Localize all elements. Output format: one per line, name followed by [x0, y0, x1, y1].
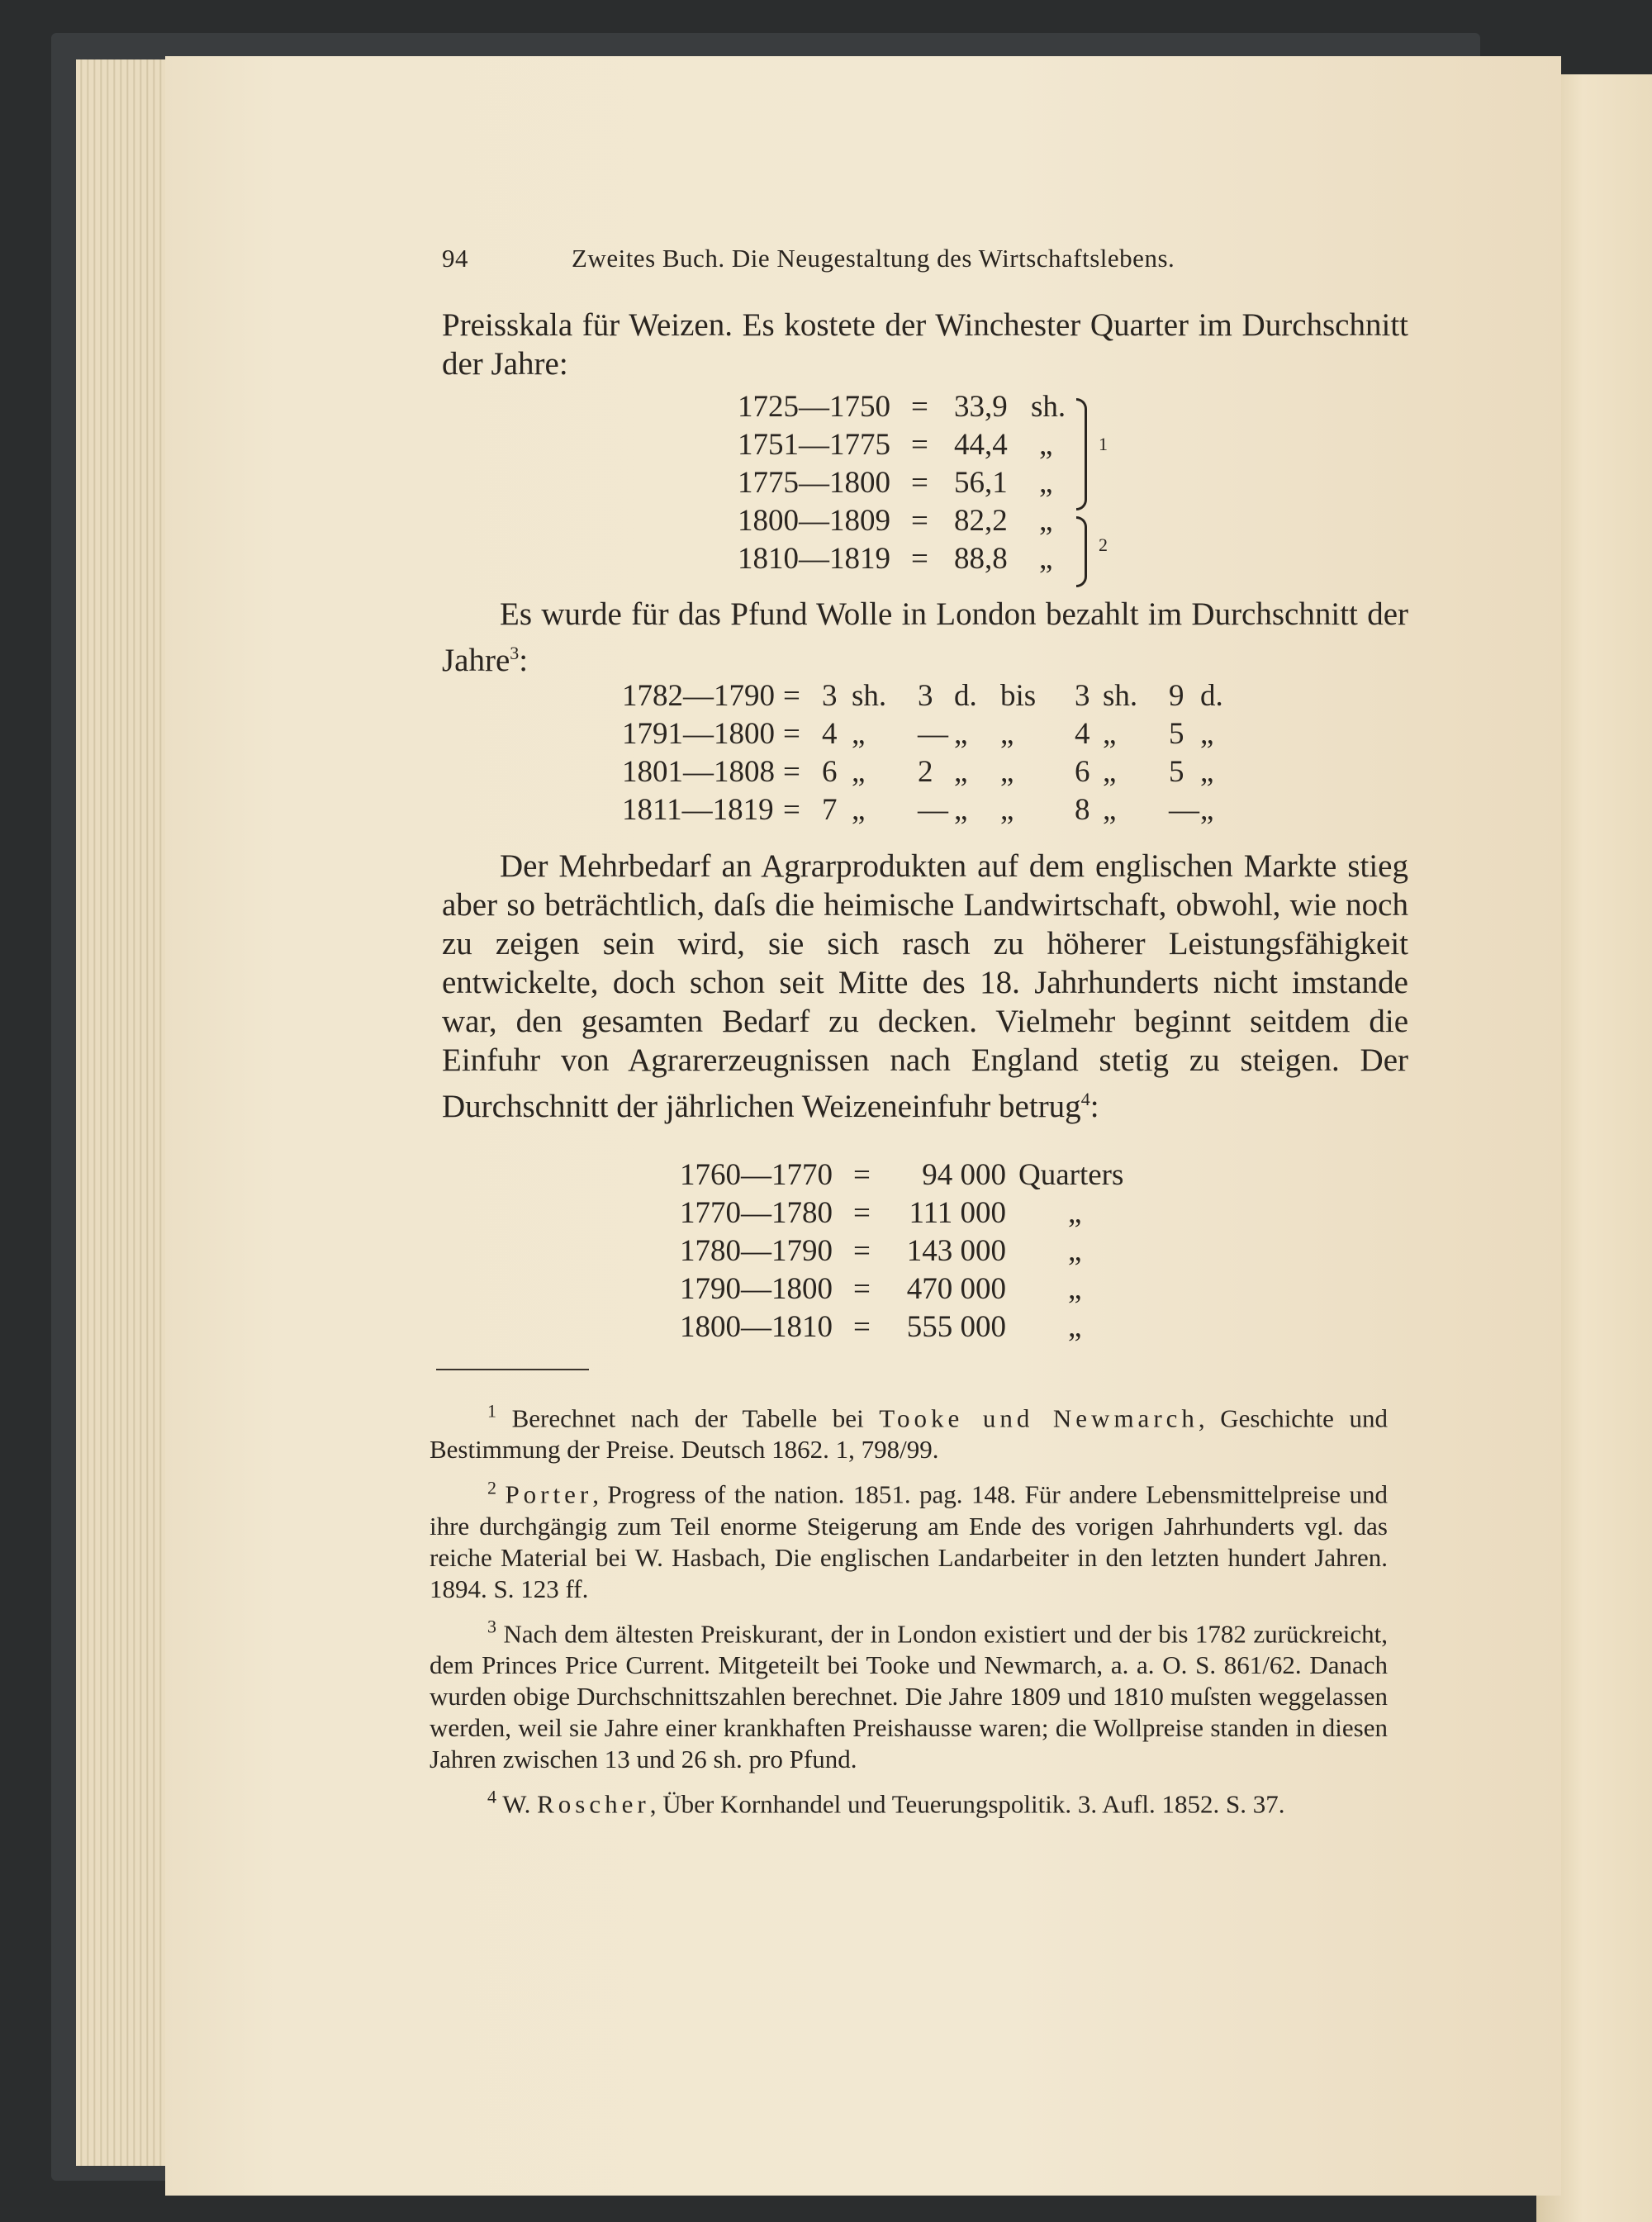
cell: sh. [852, 679, 887, 713]
cell: d. [954, 679, 977, 713]
wheat-import-table [680, 1156, 1192, 1346]
footnote-mark: 1 [487, 1401, 496, 1422]
cell: 4 [1075, 717, 1090, 751]
footnote-author: Roscher [537, 1789, 650, 1819]
footnote-lead [430, 1616, 496, 1648]
footnote-2 [430, 1472, 1388, 1604]
period: 1801—1808 [622, 755, 775, 789]
period: 1725—1750 [738, 390, 890, 424]
period: 1790—1800 [680, 1272, 833, 1306]
table-row [622, 677, 1223, 715]
cell: 6 [1075, 755, 1090, 789]
paragraph-imports [442, 847, 1408, 1126]
cell: d. [1200, 679, 1223, 713]
cell: „ [1200, 793, 1214, 827]
footnote-text: Berechnet nach der Tabelle bei [511, 1403, 880, 1433]
equals-sign: = [853, 1310, 871, 1344]
cell: 6 [822, 755, 838, 789]
footnote-mark: 2 [487, 1477, 496, 1498]
price-value: 82,2 [954, 504, 1008, 538]
period: 1782—1790 [622, 679, 775, 713]
footnote-4 [430, 1782, 1388, 1820]
period: 1751—1775 [738, 428, 890, 462]
cell: 3 [1075, 679, 1090, 713]
table-row [622, 753, 1217, 791]
equals-sign: = [853, 1158, 871, 1192]
period: 1811—1819 [622, 793, 774, 827]
equals-sign: = [783, 755, 800, 789]
price-unit: „ [1039, 542, 1053, 576]
cell: „ [1200, 755, 1214, 789]
equals-sign: = [911, 466, 928, 500]
para2-colon: : [519, 643, 529, 678]
price-value: 44,4 [954, 428, 1008, 462]
price-unit: „ [1039, 466, 1053, 500]
cell: „ [1103, 717, 1117, 751]
footnote-1 [430, 1396, 1388, 1465]
cell: „ [1103, 793, 1117, 827]
footnote-rule [436, 1369, 589, 1370]
import-unit: „ [1068, 1272, 1082, 1306]
equals-sign: = [911, 542, 928, 576]
cell: „ [1103, 755, 1117, 789]
period: 1770—1780 [680, 1196, 833, 1230]
period: 1810—1819 [738, 542, 890, 576]
running-head-title: Zweites Buch. Die Neugestaltung des Wirtschaftslebens. [572, 244, 1175, 273]
table-row [680, 1270, 1192, 1308]
equals-sign: = [853, 1234, 871, 1268]
equals-sign: = [853, 1272, 871, 1306]
brace-1 [1076, 398, 1087, 510]
period: 1791—1800 [622, 717, 775, 751]
table-row [738, 388, 1167, 426]
price-unit: sh. [1031, 390, 1066, 424]
table-row [622, 715, 1217, 753]
equals-sign: = [783, 717, 800, 751]
cell: — [918, 717, 948, 751]
footnote-text: W. [502, 1789, 538, 1819]
cell: 4 [822, 717, 838, 751]
price-unit: „ [1039, 504, 1053, 538]
footnote-lead [430, 1403, 496, 1432]
brace-note-2: 2 [1099, 534, 1108, 555]
footnote-author: Porter [505, 1479, 593, 1509]
footnote-author: Tooke und Newmarch [879, 1403, 1199, 1433]
cell: 2 [918, 755, 933, 789]
cell: „ [954, 793, 968, 827]
equals-sign: = [783, 793, 800, 827]
price-unit: „ [1039, 428, 1053, 462]
price-value: 33,9 [954, 390, 1008, 424]
para2-text: Es wurde für das Pfund Wolle in London bezahlt im Durchschnitt der Jahre [442, 596, 1408, 678]
cell: 8 [1075, 793, 1090, 827]
equals-sign: = [911, 504, 928, 538]
running-head [430, 240, 1392, 281]
paragraph-wool-intro [442, 595, 1408, 680]
footnotes [430, 1396, 1388, 1826]
import-unit: „ [1068, 1234, 1082, 1268]
cell: bis [1000, 679, 1037, 713]
footnote-ref-3: 3 [510, 643, 520, 663]
table-row [680, 1156, 1192, 1194]
footnote-text: Nach dem ältesten Preiskurant, der in London existiert und der bis 1782 zurückreicht, dem Princes Price Current. Mitgeteilt bei Tooke und Newmarch, a. a. O. S. 861/62. Danach wurden obige Durchschnittszahlen berechnet. Die Jahre 1809 und 1810 muſsten weggelassen werden, weil sie Jahre einer krankhaften Preishausse waren; die Wollpreise standen in diesen Jahren zwischen 13 und 26 sh. pro Pfund. [430, 1618, 1388, 1773]
cell: „ [1000, 755, 1014, 789]
cell: sh. [1103, 679, 1138, 713]
period: 1780—1790 [680, 1234, 833, 1268]
cell: „ [852, 793, 866, 827]
footnote-mark: 3 [487, 1616, 496, 1637]
period: 1800—1809 [738, 504, 890, 538]
import-unit: Quarters [1018, 1158, 1124, 1192]
cell: 3 [822, 679, 838, 713]
table-row [738, 464, 1167, 502]
import-unit: „ [1068, 1310, 1082, 1344]
price-value: 56,1 [954, 466, 1008, 500]
table-row [622, 791, 1217, 829]
wool-price-table [622, 677, 1223, 829]
equals-sign: = [911, 390, 928, 424]
import-unit: „ [1068, 1196, 1082, 1230]
equals-sign: = [911, 428, 928, 462]
cell: 5 [1169, 717, 1184, 751]
para3-colon: : [1089, 1089, 1099, 1124]
price-value: 88,8 [954, 542, 1008, 576]
table-row [680, 1308, 1192, 1346]
cell: 9 [1169, 679, 1184, 713]
cell: „ [852, 755, 866, 789]
cell: — [918, 793, 948, 827]
cell: „ [954, 755, 968, 789]
period: 1775—1800 [738, 466, 890, 500]
cell: „ [954, 717, 968, 751]
period: 1800—1810 [680, 1310, 833, 1344]
footnote-3 [430, 1612, 1388, 1775]
footnote-text: , Über Kornhandel und Teuerungspolitik. 3. Aufl. 1852. S. 37. [649, 1789, 1285, 1819]
cell: „ [1000, 717, 1014, 751]
import-value: 470 000 [906, 1272, 1006, 1306]
para3-text: Der Mehrbedarf an Agrarprodukten auf dem englischen Markte stieg aber so beträchtlich, daſs die heimische Landwirtschaft, obwohl, wie noch zu zeigen sein wird, sie sich rasch zu höherer Leistungsfähigkeit entwickelte, doch schon seit Mitte des 18. Jahrhunderts nicht imstande war, den gesamten Bedarf zu decken. Vielmehr beginnt seitdem die Einfuhr von Agrarerzeugnissen nach England stetig zu steigen. Der Durchschnitt der jährlichen Weizeneinfuhr betrug [442, 848, 1408, 1124]
footnote-lead [430, 1786, 496, 1818]
footnote-ref-4: 4 [1080, 1089, 1090, 1109]
page-number: 94 [442, 244, 468, 273]
cell: „ [1000, 793, 1014, 827]
import-value: 111 000 [909, 1196, 1006, 1230]
table-row [680, 1232, 1192, 1270]
cell: 3 [918, 679, 933, 713]
paragraph-wheat-intro: Preisskala für Weizen. Es kostete der Winchester Quarter im Durchschnitt der Jahre: [442, 307, 1408, 382]
equals-sign: = [853, 1196, 871, 1230]
cell: 7 [822, 793, 838, 827]
import-value: 94 000 [922, 1158, 1006, 1192]
brace-2 [1076, 516, 1087, 587]
equals-sign: = [783, 679, 800, 713]
cell: „ [852, 717, 866, 751]
table-row [680, 1194, 1192, 1232]
import-value: 555 000 [906, 1310, 1006, 1344]
cell: „ [1200, 717, 1214, 751]
brace-note-1: 1 [1099, 434, 1108, 454]
period: 1760—1770 [680, 1158, 833, 1192]
footnote-lead [430, 1477, 496, 1509]
import-value: 143 000 [906, 1234, 1006, 1268]
footnote-text: , Geschichte und Bestimmung der Preise. Deutsch 1862. 1, 798/99. [430, 1403, 1389, 1465]
cell: 5 [1169, 755, 1184, 789]
footnote-mark: 4 [487, 1786, 496, 1807]
cell: — [1169, 793, 1199, 827]
footnote-text: , Progress of the nation. 1851. pag. 148. Für andere Lebensmittelpreise und ihre durchgängig zum Teil enorme Steigerung am Ende des vorigen Jahrhunderts vgl. das reiche Material bei W. Hasbach, Die englischen Landarbeiter in den letzten hundert Jahren. 1894. S. 123 ff. [430, 1479, 1388, 1603]
